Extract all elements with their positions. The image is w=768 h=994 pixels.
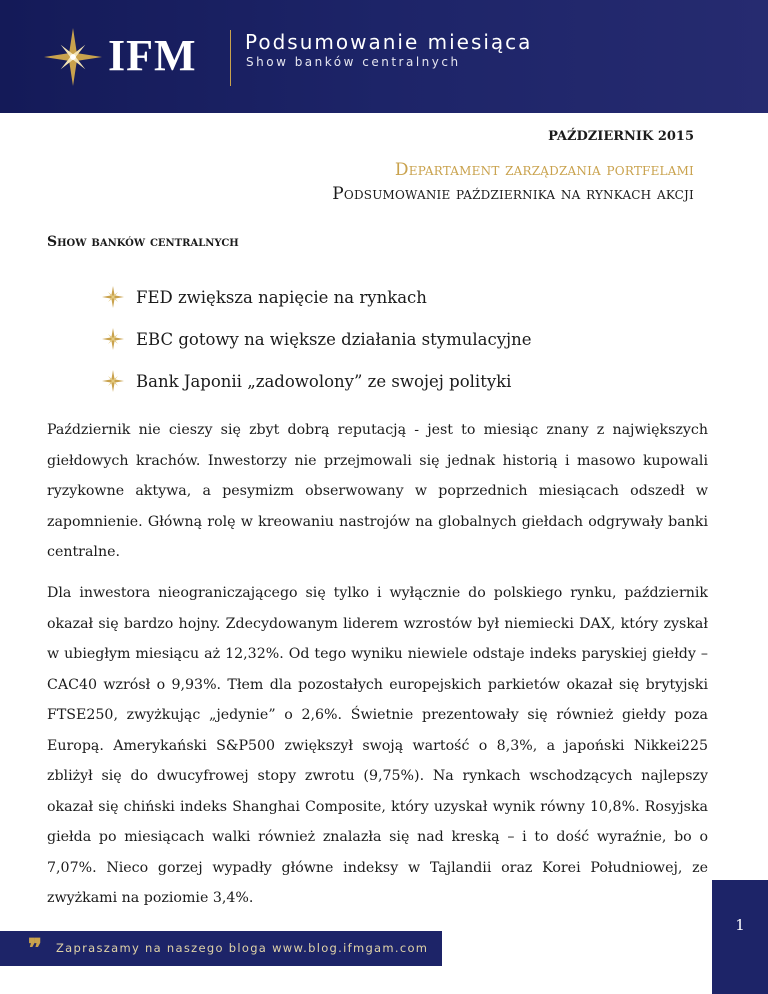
paragraph-intro: Październik nie cieszy się zbyt dobrą reputacją - jest to miesiąc znany z największych giełdowych krachów. Inwestorzy nie przejmowali się jednak historią i masowo kupowali ryzykowne aktywa, a pesymizm obserwowany w poprzednich miesiącach odszedł w zapomnienie. Główną rolę w kreowaniu nastrojów na globalnych giełdach odgrywały banki centralne. <box>47 422 708 560</box>
star-bullet-icon <box>102 370 124 392</box>
star-bullet-icon <box>102 286 124 308</box>
bullet-list <box>102 276 662 402</box>
bullet-item <box>102 360 662 402</box>
star-bullet-icon <box>102 328 124 350</box>
quote-icon: ❞ <box>28 934 42 964</box>
blog-link[interactable]: Zapraszamy na naszego bloga www.blog.ifmgam.com <box>56 941 429 955</box>
report-date: PAŹDZIERNIK 2015 <box>548 129 694 144</box>
bullet-text: FED zwiększa napięcie na rynkach <box>136 287 427 307</box>
paragraph-markets: Dla inwestora nieograniczającego się tylko i wyłącznie do polskiego rynku, październik okazał się bardzo hojny. Zdecydowanym liderem wzrostów był niemiecki DAX, który zyskał w ubiegłym miesiącu aż 12,32%. Od tego wyniku niewiele odstaje indeks paryskiej giełdy – CAC40 wzrósł o 9,93%. Tłem dla pozostałych europejskich parkietów okazał się brytyjski FTSE250, zwyżkując „jedynie” o 2,6%. Świetnie prezentowały się również giełdy poza Europą. Amerykański S&P500 zwiększył swoją wartość o 8,3%, a japoński Nikkei225 zbliżył się do dwucyfrowej stopy zwrotu (9,75%). Na rynkach wschodzących najlepszy okazał się chiński indeks Shanghai Composite, który uzyskał wynik równy 10,8%. Rosyjska giełda po miesiącach walki również znalazła się nad kreską – i to dość wyraźnie, bo o 7,07%. Nieco gorzej wypadły główne indeksy w Tajlandii oraz Korei Południowej, ze zwyżkami na poziomie 3,4%. <box>47 585 708 906</box>
footer-bar <box>0 931 442 966</box>
header-divider <box>230 30 231 86</box>
page-number: 1 <box>735 916 745 934</box>
section-title: Show banków centralnych <box>47 234 239 250</box>
page-number-box <box>712 880 768 994</box>
bullet-item <box>102 276 662 318</box>
header-title: Podsumowanie miesiąca <box>245 30 533 54</box>
bullet-item <box>102 318 662 360</box>
bullet-text: Bank Japonii „zadowolony” ze swojej polityki <box>136 371 512 391</box>
department-title: Departament zarządzania portfelami <box>394 160 694 180</box>
logo-text: IFM <box>108 31 197 80</box>
compass-star-icon <box>44 28 102 86</box>
summary-title: Podsumowanie października na rynkach akcji <box>332 184 694 204</box>
bullet-text: EBC gotowy na większe działania stymulacyjne <box>136 329 532 349</box>
header-banner <box>0 0 768 113</box>
header-subtitle: Show banków centralnych <box>246 55 461 69</box>
